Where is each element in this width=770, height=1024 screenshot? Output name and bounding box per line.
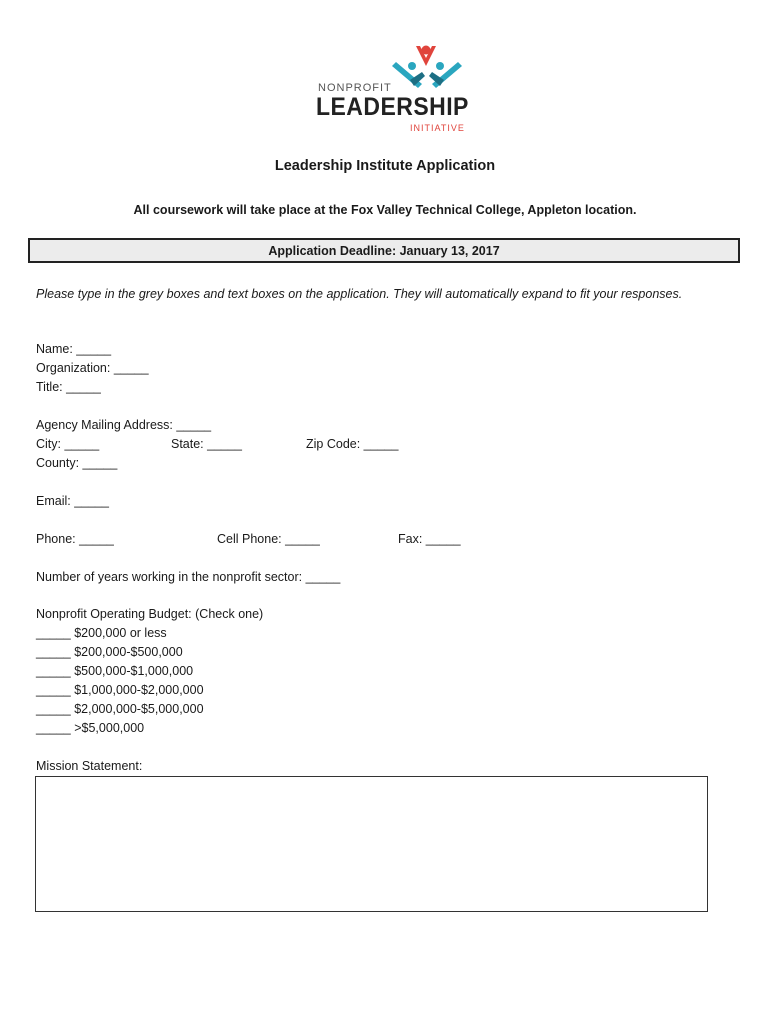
zip-code-field[interactable]: Zip Code: _____ [306,437,399,451]
title-field[interactable]: Title: _____ [36,380,101,394]
budget-option[interactable]: _____ >$5,000,000 [36,721,145,735]
mailing-address-field[interactable]: Agency Mailing Address: _____ [36,418,212,432]
deadline-banner: Application Deadline: January 13, 2017 [28,238,740,263]
budget-option[interactable]: _____ $2,000,000-$5,000,000 [36,702,204,716]
phone-field[interactable]: Phone: _____ [36,532,114,546]
mission-statement-textbox[interactable] [35,776,708,912]
instructions-text: Please type in the grey boxes and text boxes on the application. They will automatically expand to fit your responses. [36,287,683,301]
budget-option[interactable]: _____ $200,000-$500,000 [36,645,183,659]
location-note: All coursework will take place at the Fox Valley Technical College, Appleton location. [133,203,637,217]
organization-field[interactable]: Organization: _____ [36,361,149,375]
fax-field[interactable]: Fax: _____ [398,532,461,546]
page-title: Leadership Institute Application [274,158,496,174]
nonprofit-leadership-logo: NONPROFIT LEADERSHIP INITIATIVE [312,44,460,136]
people-icon [392,44,462,92]
city-field[interactable]: City: _____ [36,437,100,451]
budget-label: Nonprofit Operating Budget: (Check one) [36,607,264,621]
email-field[interactable]: Email: _____ [36,494,109,508]
budget-option[interactable]: _____ $200,000 or less [36,626,167,640]
budget-option[interactable]: _____ $1,000,000-$2,000,000 [36,683,204,697]
budget-option[interactable]: _____ $500,000-$1,000,000 [36,664,194,678]
mission-statement-label: Mission Statement: [36,759,143,773]
cell-phone-field[interactable]: Cell Phone: _____ [217,532,320,546]
state-field[interactable]: State: _____ [171,437,242,451]
years-nonprofit-field[interactable]: Number of years working in the nonprofit sector: _____ [36,570,341,584]
county-field[interactable]: County: _____ [36,456,118,470]
name-field[interactable]: Name: _____ [36,342,112,356]
